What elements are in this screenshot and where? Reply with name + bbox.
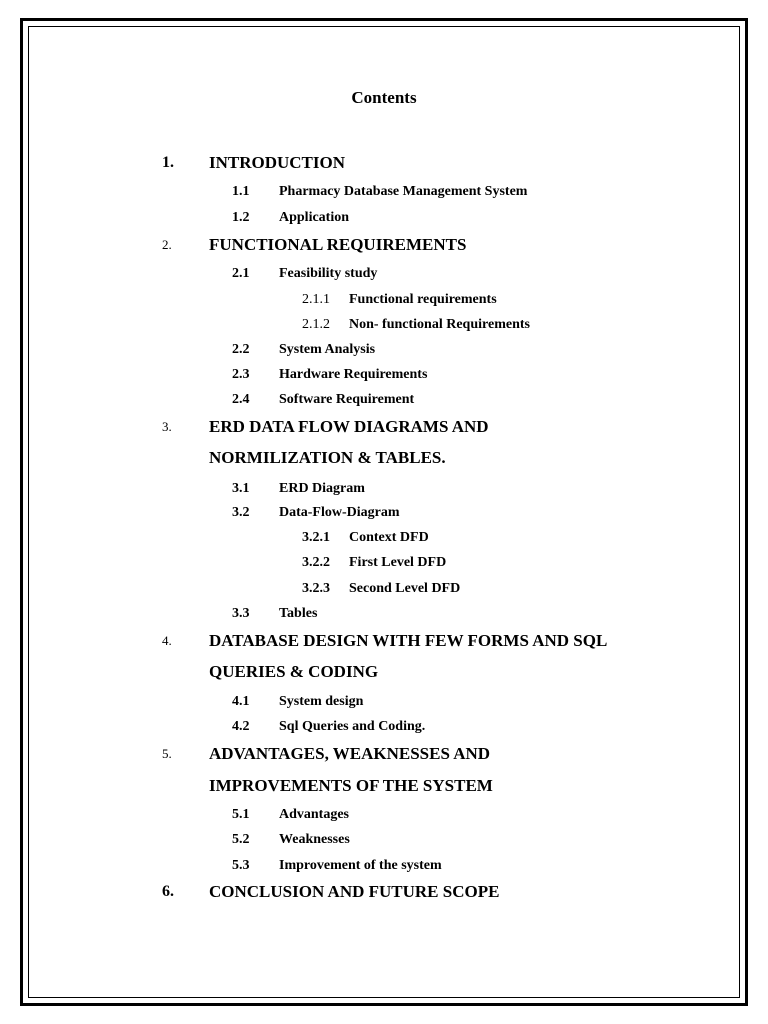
toc-subheading: System design [279, 694, 364, 709]
toc-number: 5. [162, 746, 172, 761]
toc-heading-continuation: IMPROVEMENTS OF THE SYSTEM [209, 776, 493, 795]
toc-number: 4. [162, 633, 172, 648]
toc-number: 3. [162, 419, 172, 434]
toc-subheading: Weaknesses [279, 832, 350, 847]
toc-subheading: Advantages [279, 807, 350, 822]
toc-number: 1.2 [232, 210, 250, 225]
toc-subheading: Application [279, 210, 350, 225]
toc-heading: CONCLUSION AND FUTURE SCOPE [209, 882, 500, 901]
toc-subsubheading: Context DFD [349, 530, 429, 545]
toc-number: 2.1.2 [302, 317, 330, 332]
toc-heading: DATABASE DESIGN WITH FEW FORMS AND SQL [209, 631, 608, 650]
toc-subheading: Sql Queries and Coding. [279, 719, 426, 734]
toc-number: 3.2.1 [302, 530, 330, 545]
toc-number: 5.3 [232, 858, 250, 873]
toc-heading-continuation: NORMILIZATION & TABLES. [209, 448, 446, 467]
toc-number: 3.2 [232, 505, 250, 520]
toc-number: 1.1 [232, 184, 250, 199]
toc-subheading: Hardware Requirements [279, 367, 428, 382]
toc-number: 2.4 [232, 392, 250, 407]
toc-number: 2.1 [232, 266, 250, 281]
toc-subheading: ERD Diagram [279, 481, 365, 496]
toc-heading-continuation: QUERIES & CODING [209, 662, 379, 681]
toc-number: 2.2 [232, 342, 250, 357]
toc-number: 2.1.1 [302, 292, 330, 307]
toc-subsubheading: Second Level DFD [349, 581, 461, 596]
toc-heading: INTRODUCTION [209, 153, 346, 172]
toc-heading: FUNCTIONAL REQUIREMENTS [209, 235, 467, 254]
toc-number: 3.2.3 [302, 581, 330, 596]
toc-subheading: Software Requirement [279, 392, 415, 407]
toc-number: 6. [162, 883, 174, 900]
toc-number: 2. [162, 237, 172, 252]
page-title: Contents [351, 88, 417, 107]
toc-subheading: Tables [279, 606, 318, 621]
toc-number: 4.2 [232, 719, 250, 734]
toc-number: 3.3 [232, 606, 250, 621]
toc-subsubheading: Functional requirements [349, 292, 497, 307]
toc-subheading: Feasibility study [279, 266, 378, 281]
toc-number: 2.3 [232, 367, 250, 382]
toc-subheading: Improvement of the system [279, 858, 442, 873]
toc-number: 4.1 [232, 694, 250, 709]
toc-heading: ADVANTAGES, WEAKNESSES AND [209, 744, 491, 763]
toc-subsubheading: First Level DFD [349, 555, 447, 570]
toc-number: 1. [162, 154, 174, 171]
toc-subheading: System Analysis [279, 342, 376, 357]
toc-heading: ERD DATA FLOW DIAGRAMS AND [209, 417, 489, 436]
toc-subsubheading: Non- functional Requirements [349, 317, 530, 332]
toc-number: 3.2.2 [302, 555, 330, 570]
toc-number: 5.2 [232, 832, 250, 847]
toc-number: 3.1 [232, 481, 250, 496]
toc-number: 5.1 [232, 807, 250, 822]
toc-subheading: Pharmacy Database Management System [279, 184, 528, 199]
toc-subheading: Data-Flow-Diagram [279, 505, 400, 520]
